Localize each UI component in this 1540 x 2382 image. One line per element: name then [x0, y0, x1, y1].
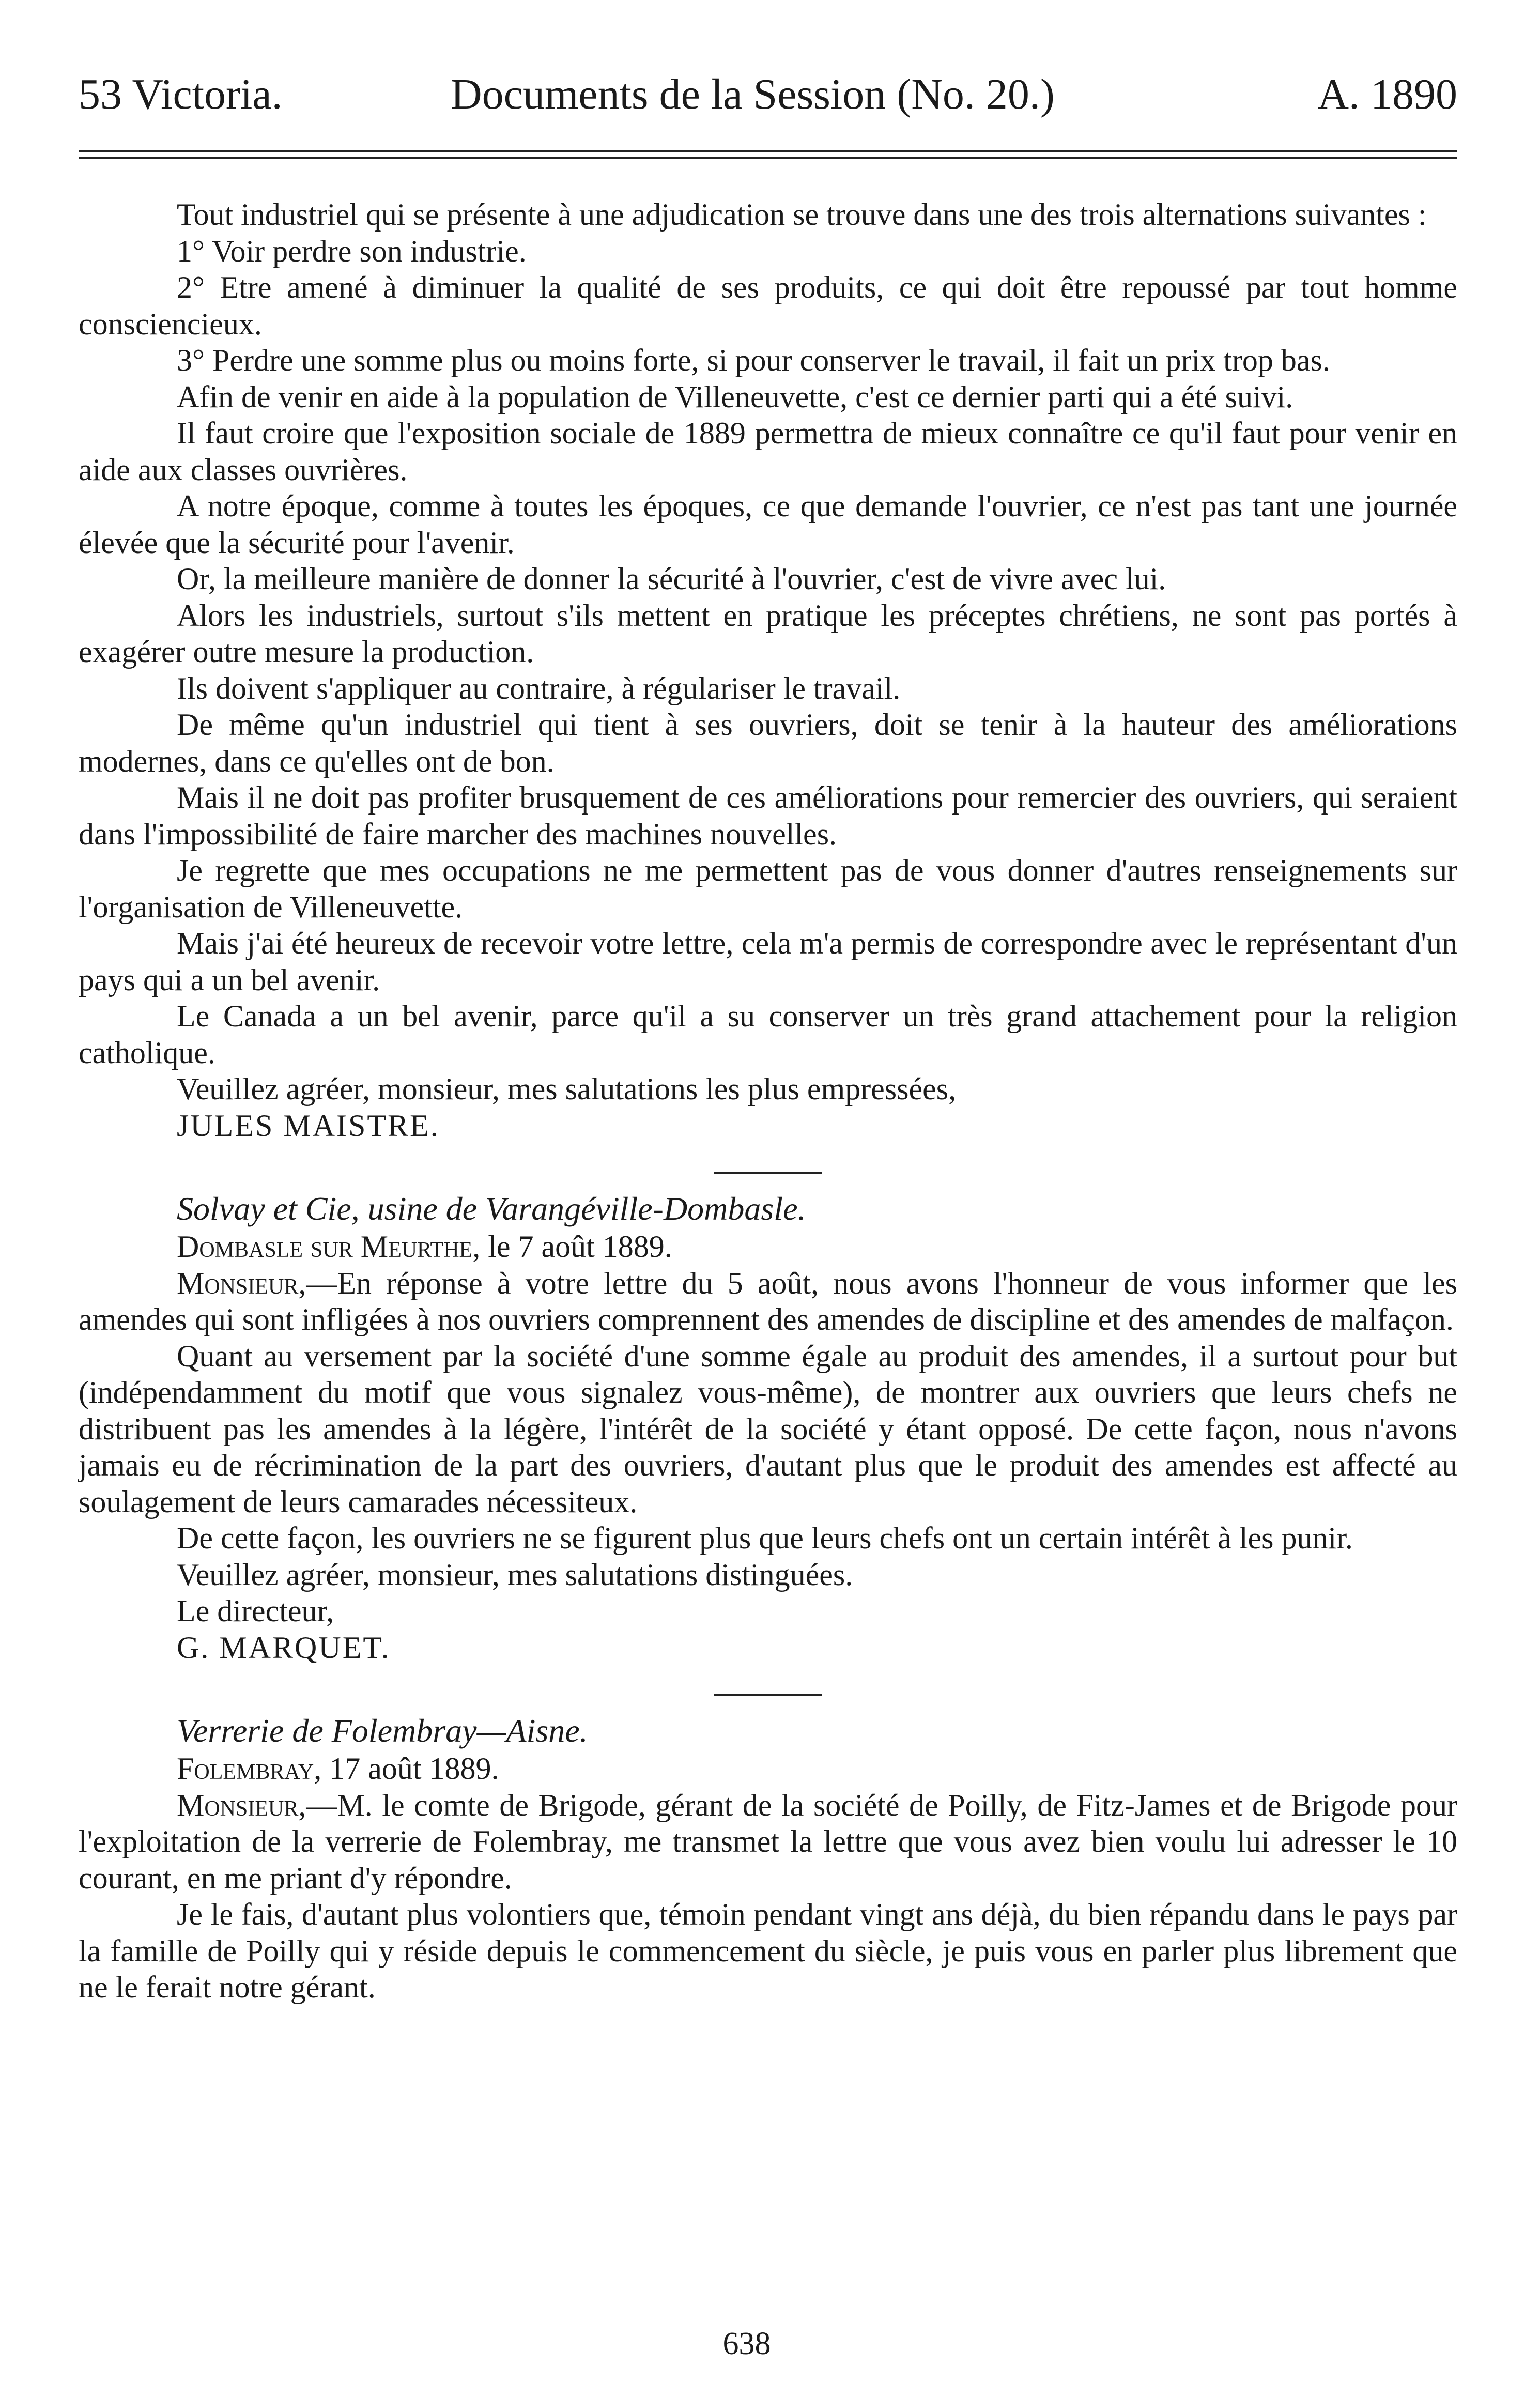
- salutation: Monsieur,: [177, 1788, 306, 1822]
- running-header: [79, 66, 1457, 123]
- header-title: Documents de la Session (No. 20.): [451, 70, 1055, 118]
- closing-title: Le directeur,: [177, 1594, 334, 1628]
- paragraph: Il faut croire que l'exposition sociale de 1889 permettra de mieux connaître ce qu'il faut pour venir en aide aux classes ouvrières.: [79, 416, 1457, 487]
- section-title-folembray: Verrerie de Folembray—Aisne.: [177, 1712, 588, 1749]
- paragraph: Alors les industriels, surtout s'ils mettent en pratique les préceptes chrétiens, ne sont pas portés à exagérer outre mesure la production.: [79, 598, 1457, 669]
- paragraph: Ils doivent s'appliquer au contraire, à régulariser le travail.: [177, 671, 901, 705]
- body-text: [79, 196, 1457, 2006]
- section-title-solvay: Solvay et Cie, usine de Varangéville-Dombasle.: [177, 1190, 806, 1227]
- header-volume: 53 Victoria.: [79, 70, 283, 118]
- paragraph: [79, 1265, 1457, 1338]
- paragraph: Tout industriel qui se présente à une adjudication se trouve dans une des trois alternations suivantes :: [177, 197, 1427, 232]
- signature-maistre: JULES MAISTRE.: [177, 1108, 440, 1143]
- page-number: 638: [722, 2326, 771, 2361]
- dateline-place: Dombasle sur Meurthe,: [177, 1230, 481, 1264]
- paragraph: Mais il ne doit pas profiter brusquement de ces améliorations pour remercier des ouvriers, qui seraient dans l'impossibilité de faire marcher des machines nouvelles.: [79, 780, 1457, 851]
- paragraph-text: —M. le comte de Brigode, gérant de la société de Poilly, de Fitz-James et de Brigode pour l'exploitation de la verrerie de Folembray, me transmet la lettre que vous avez bien voulu lui adresser le 10 courant, en me priant d'y répondre.: [79, 1788, 1457, 1895]
- document-page: [36, 0, 1457, 2382]
- paragraph: De même qu'un industriel qui tient à ses ouvriers, doit se tenir à la hauteur des améliorations modernes, dans ce qu'elles ont de bon.: [79, 708, 1457, 778]
- salutation: Monsieur,: [177, 1266, 306, 1300]
- paragraph-text: —En réponse à votre lettre du 5 août, nous avons l'honneur de vous informer que les amendes qui sont infligées à nos ouvriers comprennent des amendes de discipline et des amendes de malfaçon.: [79, 1266, 1457, 1336]
- paragraph: 1° Voir perdre son industrie.: [177, 234, 527, 268]
- header-double-rule: [79, 150, 1457, 159]
- paragraph: 2° Etre amené à diminuer la qualité de ses produits, ce qui doit être repoussé par tout homme consciencieux.: [79, 270, 1457, 341]
- paragraph: Mais j'ai été heureux de recevoir votre lettre, cela m'a permis de correspondre avec le représentant d'un pays qui a un bel avenir.: [79, 926, 1457, 997]
- closing-paragraph: Veuillez agréer, monsieur, mes salutations les plus empressées,: [177, 1072, 957, 1106]
- paragraph: Je le fais, d'autant plus volontiers que, témoin pendant vingt ans déjà, du bien répandu dans le pays par la famille de Poilly qui y réside depuis le commencement du siècle, je puis vous en parler plus librement que ne le ferait notre gérant.: [79, 1897, 1457, 2004]
- dateline-folembray: [79, 1750, 1457, 1787]
- section-divider: [714, 1172, 822, 1174]
- dateline-place: Folembray,: [177, 1751, 322, 1786]
- paragraph: Or, la meilleure manière de donner la sécurité à l'ouvrier, c'est de vivre avec lui.: [177, 562, 1166, 596]
- paragraph: 3° Perdre une somme plus ou moins forte, si pour conserver le travail, il fait un prix trop bas.: [177, 343, 1330, 377]
- paragraph: [79, 1787, 1457, 1897]
- paragraph: Le Canada a un bel avenir, parce qu'il a su conserver un très grand attachement pour la religion catholique.: [79, 999, 1457, 1070]
- paragraph: Afin de venir en aide à la population de Villeneuvette, c'est ce dernier parti qui a été suivi.: [177, 379, 1293, 414]
- header-year: A. 1890: [1317, 70, 1457, 118]
- dateline-solvay: [79, 1228, 1457, 1265]
- section-divider: [714, 1694, 822, 1696]
- paragraph: De cette façon, les ouvriers ne se figurent plus que leurs chefs ont un certain intérêt à les punir.: [177, 1521, 1353, 1555]
- dateline-date: le 7 août 1889.: [488, 1230, 672, 1264]
- paragraph: Quant au versement par la société d'une somme égale au produit des amendes, il a surtout pour but (indépendamment du motif que vous signalez vous-même), de montrer aux ouvriers que leurs chefs ne distribuent pas les amendes à la légère, l'intérêt de la société y étant opposé. De cette façon, nous n'avons jamais eu de récrimination de la part des ouvriers, d'autant plus que le produit des amendes est affecté au soulagement de leurs camarades nécessiteux.: [79, 1339, 1457, 1519]
- paragraph: A notre époque, comme à toutes les époques, ce que demande l'ouvrier, ce n'est pas tant une journée élevée que la sécurité pour l'avenir.: [79, 489, 1457, 560]
- paragraph: Je regrette que mes occupations ne me permettent pas de vous donner d'autres renseignements sur l'organisation de Villeneuvette.: [79, 853, 1457, 924]
- signature-marquet: G. MARQUET.: [177, 1630, 391, 1665]
- closing-paragraph: Veuillez agréer, monsieur, mes salutations distinguées.: [177, 1557, 853, 1592]
- dateline-date: 17 août 1889.: [329, 1751, 499, 1786]
